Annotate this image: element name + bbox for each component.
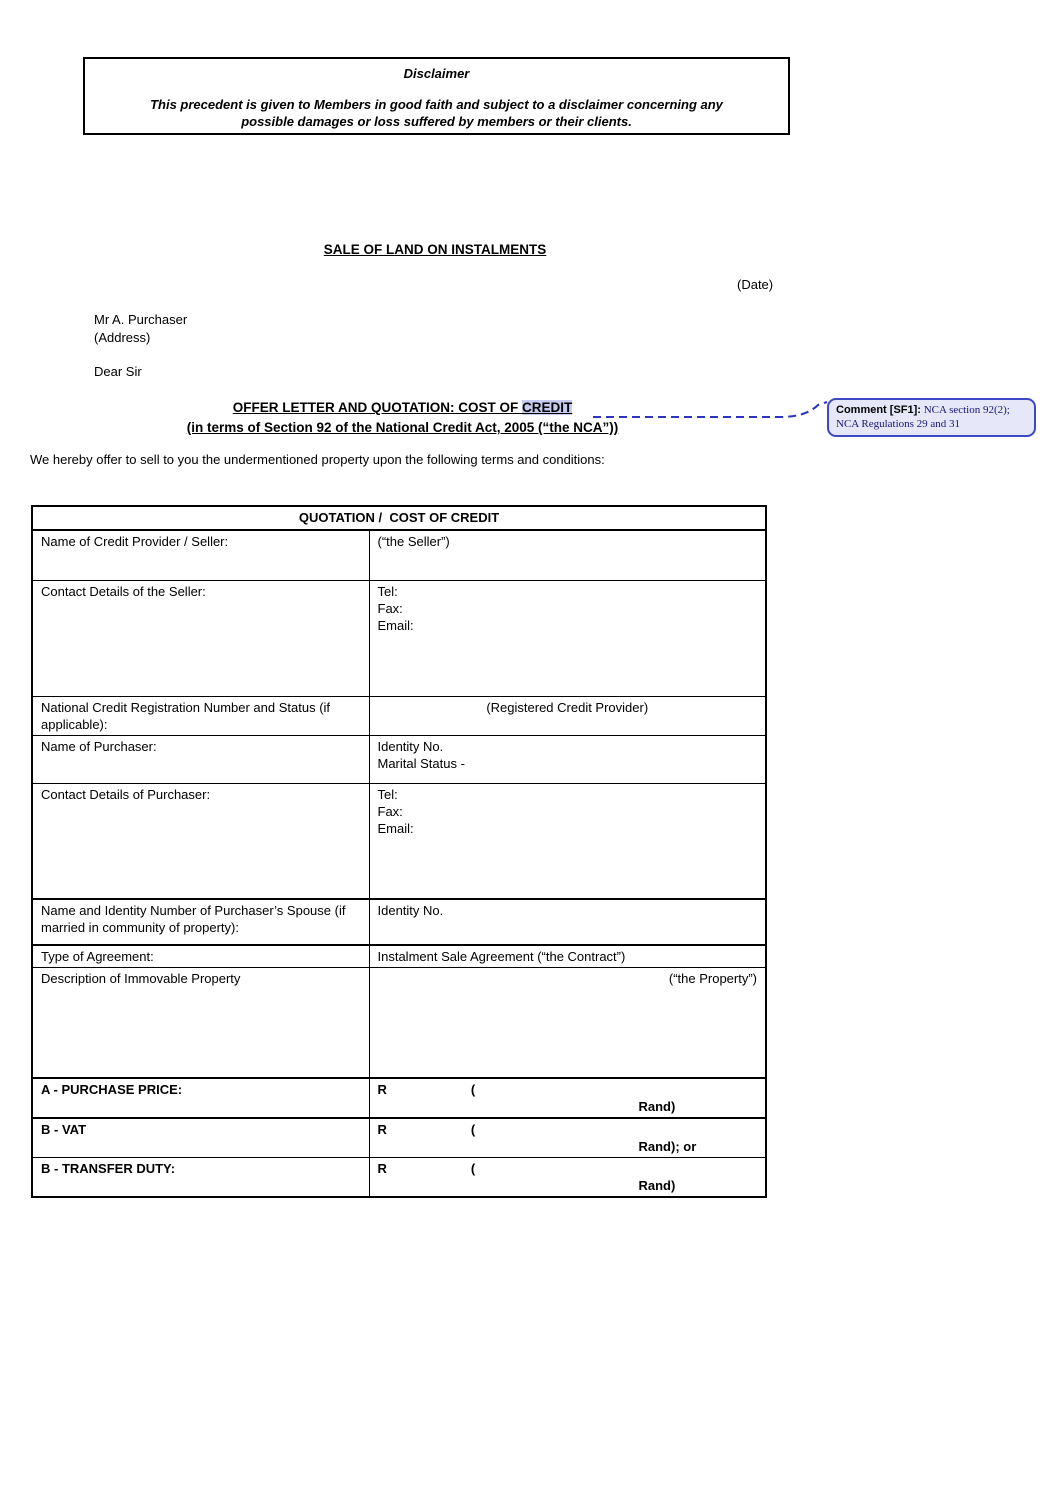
identity-no-label: Identity No. [377,738,444,754]
table-row-property-description [32,968,766,1078]
row-value-cell [369,783,766,899]
table-row-credit-provider [32,530,766,580]
table-row-agreement-type [32,945,766,968]
row-label-cell: Type of Agreement: [32,945,369,968]
comment-anchor-highlight[interactable]: CREDIT [521,400,573,415]
addressee-address: (Address) [94,330,151,345]
row-value-cell: (“the Property”) [369,968,766,1078]
intro-paragraph: We hereby offer to sell to you the undermentioned property upon the following terms and conditions: [30,452,605,467]
email-label: Email: [377,820,414,836]
row-label-cell: National Credit Registration Number and Status (if applicable): [32,696,369,735]
table-row-seller-contact [32,580,766,696]
row-label-cell: A - PURCHASE PRICE: [32,1078,369,1118]
email-label: Email: [377,617,414,633]
tel-label: Tel: [377,786,398,802]
currency-symbol: R [377,1160,387,1176]
comment-box[interactable] [827,398,1036,437]
currency-symbol: R [377,1081,387,1097]
row-value-cell: (Registered Credit Provider) [369,696,766,735]
table-row-purchaser-name [32,735,766,783]
row-label-cell: Description of Immovable Property [32,968,369,1078]
disclaimer-title: Disclaimer [403,66,470,81]
tel-label: Tel: [377,583,398,599]
table-row-vat [32,1118,766,1158]
rand-label: Rand) [638,1098,676,1114]
open-paren: ( [470,1081,476,1097]
row-label-cell: Name and Identity Number of Purchaser’s Spouse (if married in community of property): [32,899,369,945]
row-label-cell: B - VAT [32,1118,369,1158]
marital-status-label: Marital Status - [377,755,465,771]
open-paren: ( [470,1121,476,1137]
table-header: QUOTATION / COST OF CREDIT [32,506,766,530]
table-row-purchase-price [32,1078,766,1118]
table-row-spouse [32,899,766,945]
amount-line [378,1081,758,1098]
table-row-transfer-duty [32,1157,766,1197]
open-paren: ( [470,1160,476,1176]
offer-heading [30,398,775,438]
currency-symbol: R [377,1121,387,1137]
document-title: SALE OF LAND ON INSTALMENTS [323,242,547,257]
addressee-block [94,311,187,347]
comment-label: Comment [SF1]: [836,404,921,416]
offer-heading-line1 [30,398,775,418]
row-value-cell [369,1157,766,1197]
row-value-cell: (“the Seller”) [369,530,766,580]
row-value-cell [369,735,766,783]
row-value-cell [369,580,766,696]
fax-label: Fax: [377,803,403,819]
offer-heading-prefix: OFFER LETTER AND QUOTATION: COST OF [232,400,522,415]
rand-label: Rand); or [638,1138,697,1154]
row-value-cell: Instalment Sale Agreement (“the Contract”) [369,945,766,968]
row-label-cell: Contact Details of Purchaser: [32,783,369,899]
offer-heading-line2: (in terms of Section 92 of the National Credit Act, 2005 (“the NCA”)) [186,420,619,435]
row-value-cell: Identity No. [369,899,766,945]
row-value-cell [369,1078,766,1118]
table-header-row [32,506,766,530]
table-row-ncr-number [32,696,766,735]
quotation-table [31,505,767,1198]
table-row-purchaser-contact [32,783,766,899]
addressee-name: Mr A. Purchaser [94,312,188,327]
row-label-cell: Name of Purchaser: [32,735,369,783]
salutation: Dear Sir [94,364,142,379]
disclaimer-box [83,57,790,135]
amount-line [378,1121,758,1138]
date-placeholder: (Date) [737,277,774,292]
disclaimer-text-line2: possible damages or loss suffered by members or their clients. [241,114,632,129]
row-label-cell: B - TRANSFER DUTY: [32,1157,369,1197]
row-value-cell [369,1118,766,1158]
amount-line [378,1160,758,1177]
document-title-wrap [95,242,775,257]
row-label-cell: Contact Details of the Seller: [32,580,369,696]
disclaimer-text-line1: This precedent is given to Members in good faith and subject to a disclaimer concerning any [150,97,723,112]
comment-text: NCA section 92(2); NCA Regulations 29 and 31 [836,404,1010,430]
rand-label: Rand) [638,1177,676,1193]
row-label-cell: Name of Credit Provider / Seller: [32,530,369,580]
fax-label: Fax: [377,600,403,616]
